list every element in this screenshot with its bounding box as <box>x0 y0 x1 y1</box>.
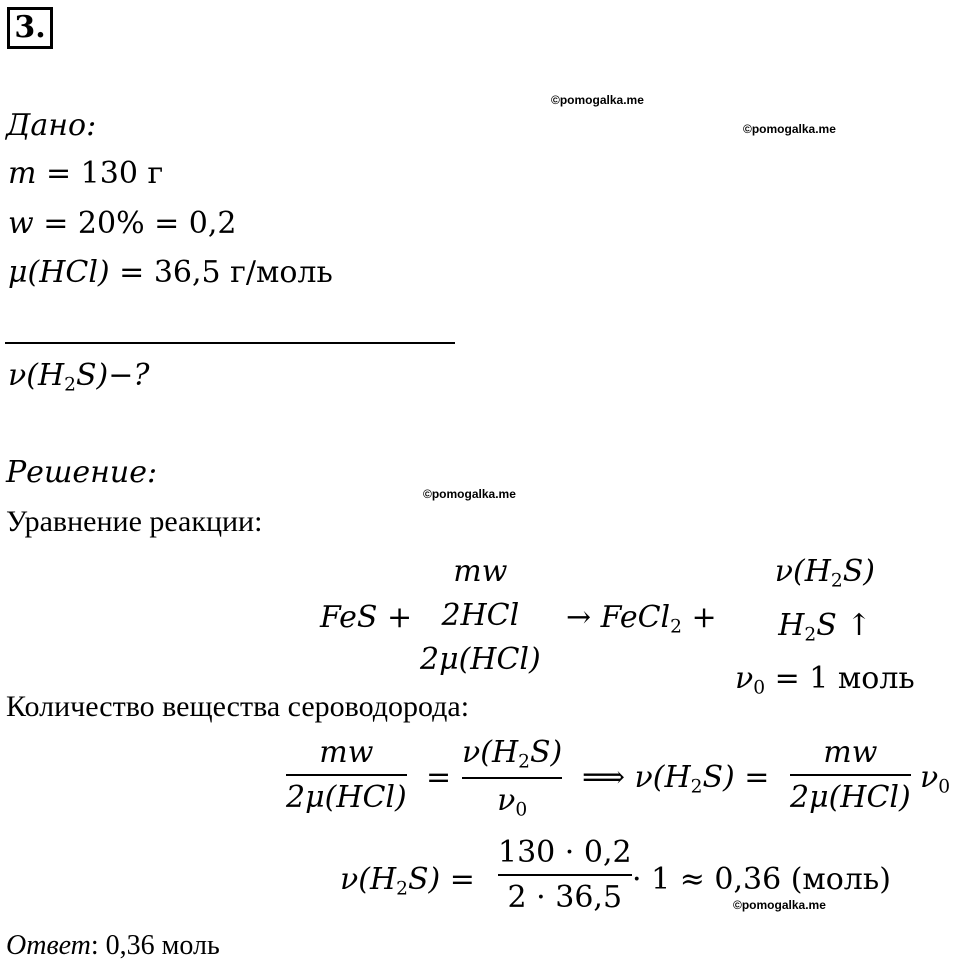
equals-sign: = <box>426 760 452 795</box>
given-separator <box>5 342 455 344</box>
given-mass: m = 130 г <box>8 156 164 191</box>
fraction-nu-over-nu0: $\nu(H_2S)$ $\nu_0$ <box>462 735 563 821</box>
fraction-mw-over-2mu: mw 2μ(HCl) <box>286 735 407 815</box>
calc-fraction: 130 · 0,2 2 · 36,5 <box>498 835 632 915</box>
calc-result: · 1 ≈ 0,36 (моль) <box>632 862 891 897</box>
answer-line: Ответ: 0,36 моль <box>6 930 220 961</box>
fraction-mw-over-2mu-rhs: mw 2μ(HCl) <box>790 735 911 815</box>
calc-lhs: $\nu(H_2S)$ = <box>340 862 475 900</box>
problem-number: 3. <box>7 7 53 49</box>
implies-expression: ⟹ $\nu(H_2S)$ = <box>582 760 770 798</box>
product-fecl2: → FeCl$_2$ + <box>566 600 717 638</box>
reaction-label: Уравнение реакции: <box>6 505 263 538</box>
product-h2s-stack: $\nu(H_2S)$ $H_2S$ ↑ $\nu_0 = 1$ моль <box>735 554 915 699</box>
given-molar-mass: μ(HCl) = 36,5 г/моль <box>8 255 333 290</box>
nu0-term: $\nu_0$ <box>920 760 951 798</box>
watermark: ©pomogalka.me <box>423 487 516 501</box>
reactant-hcl-stack: mw 2HCl 2μ(HCl) <box>420 554 541 677</box>
given-fraction: w = 20% = 0,2 <box>8 206 237 241</box>
given-heading: Дано: <box>6 108 97 143</box>
find-quantity: $\nu(H_2S)-$? <box>8 358 150 396</box>
watermark: ©pomogalka.me <box>743 122 836 136</box>
watermark: ©pomogalka.me <box>733 898 826 912</box>
reactant-fes: FeS + <box>320 600 413 635</box>
watermark: ©pomogalka.me <box>551 93 644 107</box>
solution-heading: Решение: <box>6 455 158 490</box>
amount-label: Количество вещества сероводорода: <box>6 690 470 723</box>
